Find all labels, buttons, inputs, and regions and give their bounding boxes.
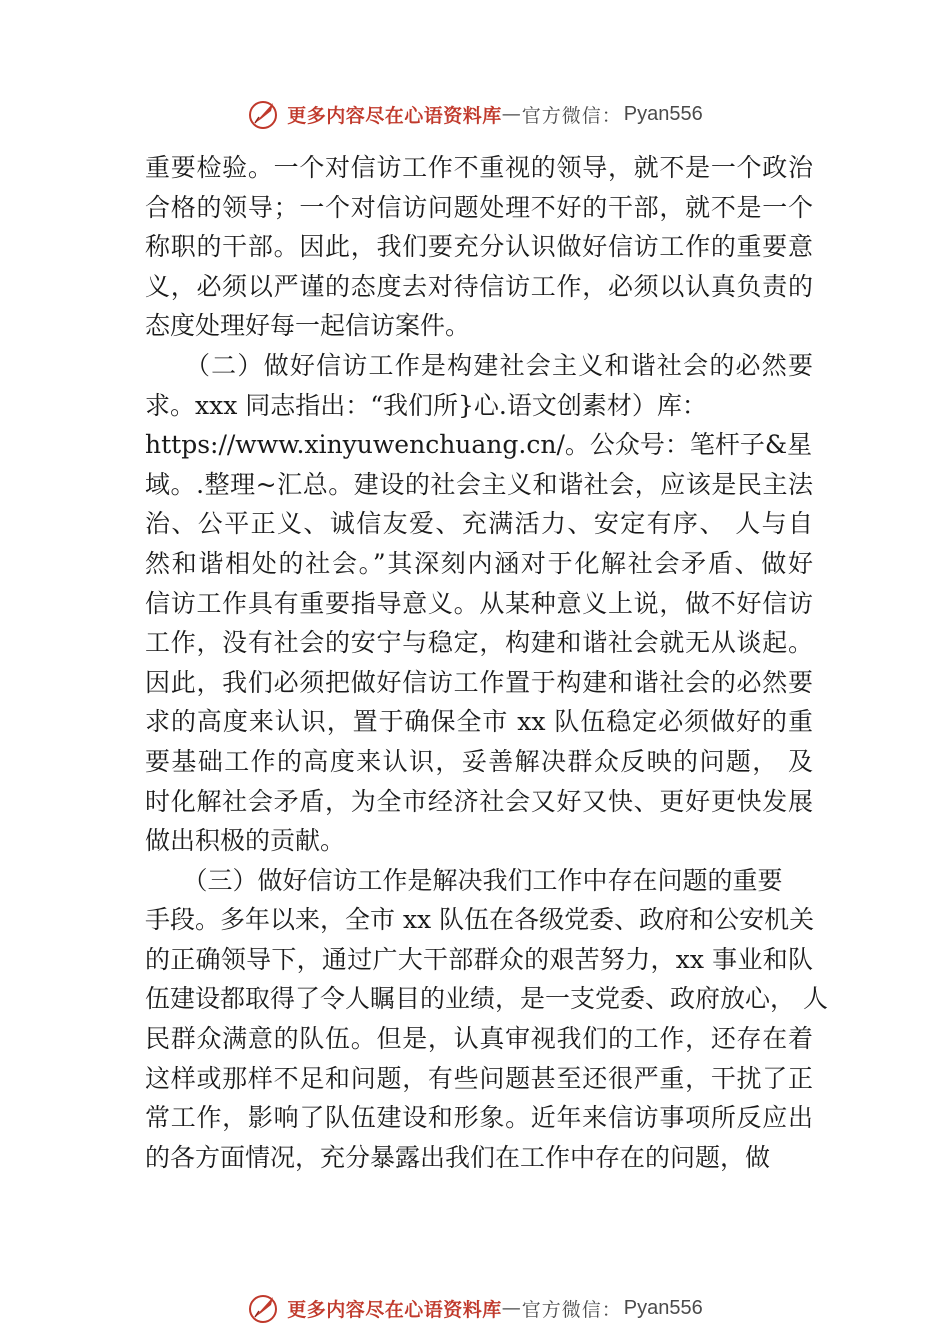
quill-logo-icon — [247, 1291, 281, 1325]
banner-brand-text: 更多内容尽在心语资料库 — [287, 1298, 502, 1321]
banner-dash: — — [501, 103, 522, 125]
text-line: 的正确领导下，通过广大干部群众的艰苦努力，xx 事业和队 — [145, 944, 813, 974]
text-line: 常工作，影响了队伍建设和形象。近年来信访事项所反应出 — [145, 1103, 813, 1133]
text-line: 做出积极的贡献。 — [145, 826, 346, 856]
quill-logo-icon — [247, 97, 281, 131]
text-line: （二）做好信访工作是构建社会主义和谐社会的必然要 — [145, 350, 813, 380]
text-line: 域。.整理~汇总。建设的社会主义和谐社会，应该是民主法 — [145, 469, 813, 499]
text-line: 民群众满意的队伍。但是，认真审视我们的工作，还存在着 — [145, 1024, 813, 1054]
banner-wechat-label: 官方微信： — [521, 1298, 622, 1321]
text-line: 态度处理好每一起信访案件。 — [145, 311, 471, 341]
text-line: 治、公平正义、诚信友爱、充满活力、安定有序、 人与自 — [145, 509, 813, 539]
document-body — [145, 148, 828, 1177]
text-line: （三）做好信访工作是解决我们工作中存在问题的重要 — [145, 865, 783, 895]
footer-banner — [0, 1288, 950, 1328]
text-line: 的各方面情况，充分暴露出我们在工作中存在的问题，做 — [145, 1142, 771, 1172]
text-line: 合格的领导；一个对信访问题处理不好的干部，就不是一个 — [145, 192, 813, 222]
text-line: 要基础工作的高度来认识，妥善解决群众反映的问题， 及 — [145, 746, 813, 776]
text-line: 时化解社会矛盾，为全市经济社会又好又快、更好更快发展 — [145, 786, 813, 816]
header-banner — [0, 94, 950, 134]
banner-wechat-handle: Pyan556 — [623, 1296, 703, 1319]
banner-wechat-handle: Pyan556 — [623, 102, 703, 125]
text-line: 信访工作具有重要指导意义。从某种意义上说，做不好信访 — [145, 588, 813, 618]
text-line: 因此，我们必须把做好信访工作置于构建和谐社会的必然要 — [145, 667, 813, 697]
banner-brand-text: 更多内容尽在心语资料库 — [287, 104, 502, 127]
text-line: https://www.xinyuwenchuang.cn/。公众号：笔杆子&星 — [145, 430, 813, 460]
text-line: 求的高度来认识，置于确保全市 xx 队伍稳定必须做好的重 — [145, 707, 813, 737]
text-line: 称职的干部。因此，我们要充分认识做好信访工作的重要意 — [145, 232, 813, 262]
banner-dash: — — [501, 1297, 522, 1319]
text-line: 重要检验。一个对信访工作不重视的领导，就不是一个政治 — [145, 153, 813, 182]
banner-wechat-label: 官方微信： — [521, 104, 622, 127]
text-line: 工作，没有社会的安宁与稳定，构建和谐社会就无从谈起。 — [145, 628, 813, 658]
text-line: 伍建设都取得了令人瞩目的业绩，是一支党委、政府放心， 人 — [145, 984, 828, 1014]
text-line: 义，必须以严谨的态度去对待信访工作，必须以认真负责的 — [145, 271, 813, 301]
text-line: 手段。多年以来，全市 xx 队伍在各级党委、政府和公安机关 — [145, 905, 815, 935]
text-line: 然和谐相处的社会。”其深刻内涵对于化解社会矛盾、做好 — [145, 548, 813, 578]
text-line: 这样或那样不足和问题，有些问题甚至还很严重，干扰了正 — [145, 1063, 813, 1093]
text-line: 求。xxx 同志指出：“我们所}心.语文创素材）库： — [145, 390, 707, 420]
